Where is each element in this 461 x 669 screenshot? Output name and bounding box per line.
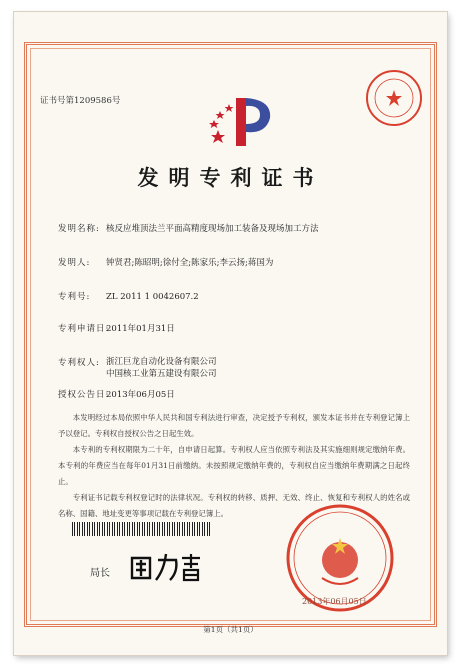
inventors-field — [58, 256, 273, 268]
patentee-1: 浙江巨龙自动化设备有限公司 — [106, 357, 217, 367]
invention-name-field — [58, 222, 319, 234]
certificate-number: 证书号第1209586号 — [40, 96, 121, 106]
inventors-value: 钟贤君;陈昭明;徐付全;陈家乐;李云扬;蒋国为 — [106, 258, 274, 268]
filing-date-field — [58, 322, 175, 334]
page-number: 第1页（共1页） — [203, 625, 258, 634]
seal-date: 2013年06月05日 — [302, 597, 367, 606]
grant-date-value: 2013年06月05日 — [106, 390, 175, 400]
certificate-sheet — [14, 12, 447, 655]
patent-number-field — [58, 290, 199, 302]
certificate-title: 发明专利证书 — [137, 165, 324, 190]
director-label: 局长 — [90, 568, 110, 579]
paragraph-status: 专利证书记载专利权登记时的法律状况。专利权的转移、质押、无效、终止、恢复和专利权人的姓名或名称、国籍、地址变更等事项记载在专利登记簿上。 — [58, 493, 410, 518]
paragraph-term: 本专利的专利权期限为二十年，自申请日起算。专利权人应当依照专利法及其实施细则规定缴纳年费。本专利的年费应当在每年01月31日前缴纳。未按照规定缴纳年费的，专利权自应当缴纳年费期满之日起终止。 — [58, 445, 410, 486]
invention-name-value: 核反应堆顶法兰平面高精度现场加工装备及现场加工方法 — [106, 224, 319, 234]
grant-date-label: 授权公告日: — [58, 390, 110, 400]
paragraph-grant: 本发明经过本局依照中华人民共和国专利法进行审查，决定授予专利权，颁发本证书并在专利登记簿上予以登记。专利权自授权公告之日起生效。 — [58, 413, 410, 438]
patent-number-value: ZL 2011 1 0042607.2 — [106, 292, 199, 302]
filing-date-label: 专利申请日: — [58, 324, 110, 334]
patent-office-logo-icon — [206, 90, 276, 150]
inventors-label: 发明人: — [58, 258, 91, 268]
barcode — [72, 522, 212, 536]
patentee-2: 中国核工业第五建设有限公司 — [106, 369, 217, 379]
patentee-list — [106, 356, 217, 380]
patent-number-label: 专利号: — [58, 292, 91, 302]
director-signature-icon — [128, 550, 208, 584]
patentee-field — [58, 356, 106, 368]
filing-date-value: 2011年01月31日 — [106, 324, 175, 334]
registration-seal-icon — [364, 68, 424, 128]
grant-date-field — [58, 388, 175, 400]
patentee-label: 专利权人: — [58, 358, 100, 368]
invention-name-label: 发明名称: — [58, 224, 100, 234]
